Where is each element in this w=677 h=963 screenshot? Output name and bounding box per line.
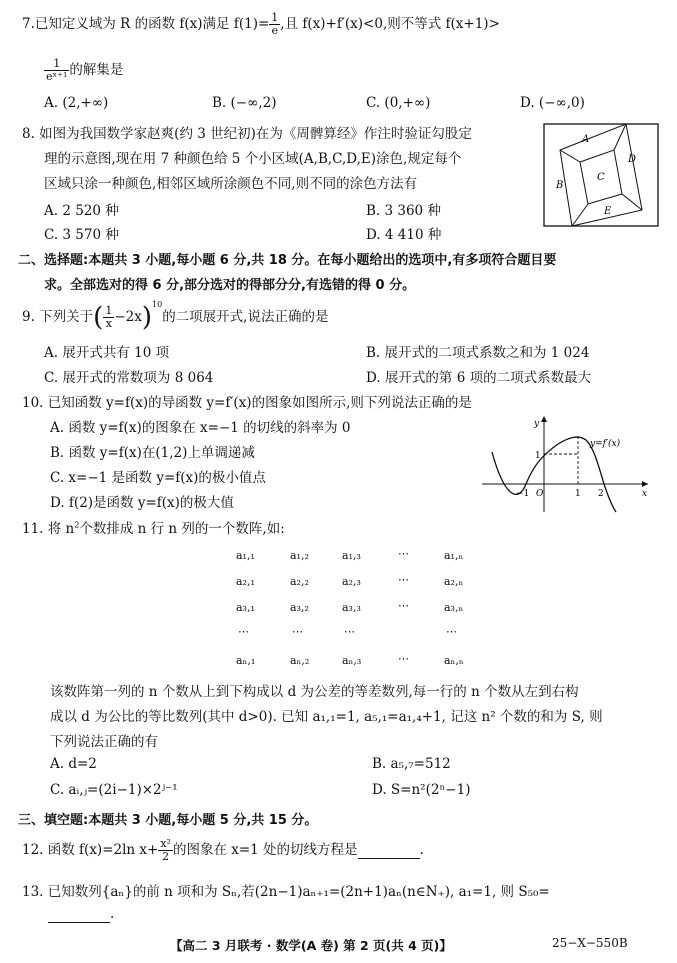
q8-line-2: 理的示意图,现在用 7 种颜色给 5 个小区域(A,B,C,D,E)涂色,规定每个 [44,151,462,167]
region-label-e: E [604,206,612,217]
q8-option-a: A. 2 520 种 [44,203,119,219]
paper-code: 25−X−550B [552,936,628,950]
q10-option-a: A. 函数 y=f(x)的图象在 x=−1 的切线的斜率为 0 [50,420,351,436]
matrix-cell: a₃,₁ [236,601,255,614]
q11-desc-3: 下列说法正确的有 [50,734,158,750]
matrix-cell: a₁,₂ [290,549,309,562]
q12-answer-blank[interactable] [358,842,420,859]
q9-option-b: B. 展开式的二项式系数之和为 1 024 [366,345,590,361]
matrix-cell: ⋯ [398,573,409,586]
q9-option-d: D. 展开式的第 6 项的二项式系数最大 [366,370,592,386]
matrix-cell: aₙ,₃ [342,654,362,667]
graph-x-label: x [642,489,648,499]
q13-stem: 13. 已知数列{aₙ}的前 n 项和为 Sₙ,若(2n−1)aₙ₊₁=(2n+1)aₙ(n∈N₊), a₁=1, 则 S₅₀= [22,884,550,900]
matrix-cell: aₙ,ₙ [444,654,464,667]
q10-option-d: D. f(2)是函数 y=f(x)的极大值 [50,495,234,511]
q11-desc-1: 该数阵第一列的 n 个数从上到下构成以 d 为公差的等差数列,每一行的 n 个数从左到右构 [50,684,579,700]
matrix-cell: a₂,₂ [290,575,309,588]
matrix-cell: aₙ,₁ [236,654,256,667]
graph-curve-label: y=f′(x) [590,439,621,449]
q7-line2: $\frac{1}{\text{eˣ⁺¹}}$ 的解集是 [46,57,124,83]
q10-option-c: C. x=−1 是函数 y=f(x)的极小值点 [50,470,266,486]
page-footer: 【高二 3 月联考 · 数学(A 卷) 第 2 页(共 4 页)】 [170,938,452,953]
matrix-cell: a₂,₁ [236,575,255,588]
q7-fraction: $\frac{1}{e}$ [271,11,279,37]
q13-line-2: . [48,906,114,923]
graph-tick-2: 2 [598,489,604,499]
q8-line-1: 8. 如图为我国数学家赵爽(约 3 世纪初)在为《周髀算经》作注时验证勾股定 [22,126,472,142]
q7-fraction-2: $\frac{1}{\text{eˣ⁺¹}}$ [46,57,68,83]
q13-answer-blank[interactable] [48,906,110,923]
matrix-cell: ⋯ [446,625,457,638]
q11-option-c: C. aᵢ,ⱼ=(2i−1)×2ʲ⁻¹ [50,782,178,798]
region-label-b: B [556,180,564,191]
matrix-cell: ⋯ [398,652,409,665]
q7-option-b: B. (−∞,2) [212,95,277,111]
q11-desc-2: 成以 d 为公比的等比数列(其中 d>0). 已知 a₁,₁=1, a₅,₁=a₁,₄+1, 记这 n² 个数的和为 S, 则 [50,709,603,725]
matrix-cell: a₁,₁ [236,549,255,562]
derivative-graph [478,412,652,516]
q11-option-d: D. S=n²(2ⁿ−1) [372,782,471,798]
q9-option-c: C. 展开式的常数项为 8 064 [44,370,214,386]
q11-option-b: B. a₅,₇=512 [372,756,451,772]
matrix-cell: ⋯ [398,599,409,612]
q8-option-d: D. 4 410 种 [366,227,442,243]
matrix-cell: a₃,ₙ [444,601,464,614]
q12-stem: 12. 函数 f(x)=2ln x+ $\frac{\text{x²}}{2}$ 的图象在 x=1 处的切线方程是 . [22,837,424,863]
q11-option-a: A. d=2 [50,756,97,772]
graph-y-label: y [534,419,540,429]
graph-tick-neg1: −1 [516,489,530,499]
q10-option-b: B. 函数 y=f(x)在(1,2)上单调递减 [50,445,255,461]
q11-stem: 11. 将 $n^2$个数排成 n 行 n 列的一个数阵,如: [22,520,285,537]
q7-option-d: D. (−∞,0) [520,95,585,111]
region-label-d: D [628,154,637,165]
matrix-cell: ⋯ [292,625,303,638]
q10-stem: 10. 已知函数 y=f(x)的导函数 y=f′(x)的图象如图所示,则下列说法正确的是 [22,395,472,411]
q8-option-b: B. 3 360 种 [366,203,441,219]
graph-y-tick-1: 1 [535,451,541,461]
matrix-cell: a₃,₃ [342,601,361,614]
q8-line-3: 区域只涂一种颜色,相邻区域所涂颜色不同,则不同的涂色方法有 [44,176,418,192]
q7-option-a: A. (2,+∞) [44,95,109,111]
matrix-cell: a₂,ₙ [444,575,464,588]
q8-option-c: C. 3 570 种 [44,227,119,243]
matrix-cell: ⋯ [344,625,355,638]
matrix-cell: a₂,₃ [342,575,361,588]
matrix-cell: a₃,₂ [290,601,309,614]
graph-tick-1: 1 [575,489,581,499]
section-3-heading: 三、填空题:本题共 3 小题,每小题 5 分,共 15 分。 [18,813,318,828]
matrix-cell: ⋯ [398,547,409,560]
q7-option-c: C. (0,+∞) [366,95,431,111]
q7-line1: 7.已知定义域为 R 的函数 f(x)满足 f(1)= $\frac{1}{e}$ ,且 f(x)+f′(x)<0,则不等式 f(x+1)> [22,11,500,37]
section-2-line-1: 二、选择题:本题共 3 小题,每小题 6 分,共 18 分。在每小题给出的选项中,有多项符合题目要 [18,253,557,268]
matrix-cell: aₙ,₂ [290,654,310,667]
graph-origin: O [536,489,544,499]
region-label-a: A [582,134,590,145]
matrix-cell: ⋯ [238,625,249,638]
zhao-shuang-figure [542,122,660,228]
q9-option-a: A. 展开式共有 10 项 [44,345,170,361]
matrix-cell: a₁,ₙ [444,549,464,562]
region-label-c: C [597,172,605,183]
q9-stem: 9. 下列关于( $\frac{1}{x}$ −2x)$^{10}$的二项展开式,说法正确的是 [22,300,329,333]
section-2-line-2: 求。全部选对的得 6 分,部分选对的得部分分,有选错的得 0 分。 [44,278,416,293]
matrix-cell: a₁,₃ [342,549,361,562]
